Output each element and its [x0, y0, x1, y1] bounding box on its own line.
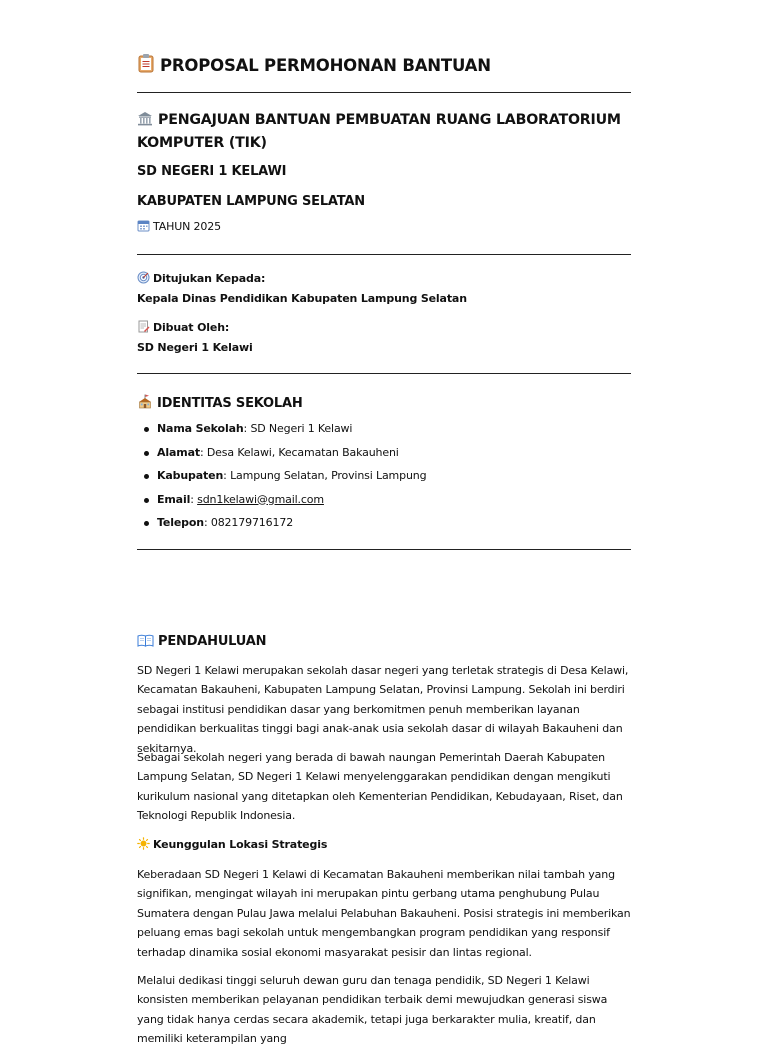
item-label: Email	[157, 492, 191, 506]
item-label: Alamat	[157, 445, 200, 459]
divider	[137, 373, 631, 374]
addressed-label-line	[137, 271, 265, 289]
list-item: Nama Sekolah: SD Negeri 1 Kelawi	[137, 420, 631, 444]
bank-icon	[137, 111, 153, 133]
memo-icon	[137, 320, 150, 338]
intro-subheading	[137, 836, 327, 856]
item-value: Desa Kelawi, Kecamatan Bakauheni	[206, 445, 399, 459]
item-value: Lampung Selatan, Provinsi Lampung	[230, 469, 427, 482]
divider	[137, 92, 631, 93]
intro-heading-text: PENDAHULUAN	[158, 634, 267, 649]
identity-heading	[137, 394, 303, 415]
addressed-label: Ditujukan Kepada:	[153, 272, 266, 285]
intro-paragraph-2: Sebagai sekolah negeri yang berada di bawah naungan Pemerintah Daerah Kabupaten Lampung Selatan, SD Negeri 1 Kelawi menyelenggarakan pendidikan dengan mengikuti kurikulum nasional yang ditetapkan oleh Kementerian Pendidikan, Kebudayaan, Riset, dan Teknologi Republik Indonesia.	[137, 751, 623, 823]
addressed-value: Kepala Dinas Pendidikan Kabupaten Lampung Selatan	[137, 292, 467, 305]
identity-list	[137, 420, 631, 538]
book-icon	[137, 634, 154, 653]
identity-heading-text: IDENTITAS SEKOLAH	[157, 396, 303, 411]
intro-paragraph-1: SD Negeri 1 Kelawi merupakan sekolah dasar negeri yang terletak strategis di Desa Kelawi, Kecamatan Bakauheni, Kabupaten Lampung Selatan, Provinsi Lampung. Sekolah ini berdiri sebagai institusi pendidikan dasar yang berkomitmen penuh memberikan layanan pendidikan berkualitas tinggi bagi anak-anak usia sekolah dasar di wilayah Bakauheni dan sekitarnya.	[137, 664, 629, 755]
item-value: 082179716172	[210, 516, 294, 529]
main-heading	[137, 110, 631, 154]
list-item: Telepon: 082179716172	[137, 514, 631, 538]
year-line	[137, 219, 221, 237]
list-item: Alamat: Desa Kelawi, Kecamatan Bakauheni	[137, 444, 631, 468]
item-label: Nama Sekolah	[157, 422, 244, 435]
list-item: Kabupaten: Lampung Selatan, Provinsi Lampung	[137, 467, 631, 491]
divider	[137, 254, 631, 255]
school-name-heading: SD NEGERI 1 KELAWI	[137, 164, 287, 179]
calendar-icon	[137, 219, 150, 237]
divider	[137, 549, 631, 550]
clipboard-icon	[137, 53, 155, 80]
made-by-label: Dibuat Oleh:	[153, 321, 230, 334]
school-icon	[137, 394, 153, 415]
item-label: Kabupaten	[157, 469, 224, 482]
item-label: Telepon	[157, 516, 204, 529]
made-by-value: SD Negeri 1 Kelawi	[137, 341, 253, 354]
intro-heading	[137, 633, 266, 653]
email-link[interactable]: sdn1kelawi@gmail.com	[197, 492, 324, 506]
sun-icon	[137, 837, 150, 856]
dartboard-icon	[137, 271, 150, 289]
year-text: TAHUN 2025	[153, 220, 221, 233]
main-heading-text: PENGAJUAN BANTUAN PEMBUATAN RUANG LABORATORIUM KOMPUTER (TIK)	[137, 112, 621, 151]
region-heading: KABUPATEN LAMPUNG SELATAN	[137, 194, 365, 209]
intro-subheading-text: Keunggulan Lokasi Strategis	[153, 838, 328, 851]
item-value: SD Negeri 1 Kelawi	[250, 422, 353, 435]
document-title	[137, 53, 631, 80]
intro-paragraph-3: Keberadaan SD Negeri 1 Kelawi di Kecamatan Bakauheni memberikan nilai tambah yang signifikan, mengingat wilayah ini merupakan pintu gerbang utama penghubung Pulau Sumatera dengan Pulau Jawa melalui Pelabuhan Bakauheni. Posisi strategis ini memberikan peluang emas bagi sekolah untuk mengembangkan program pendidikan yang responsif terhadap dinamika sosial ekonomi masyarakat pesisir dan lintas regional.	[137, 868, 631, 959]
list-item: Email: sdn1kelawi@gmail.com	[137, 491, 631, 515]
document-title-text: PROPOSAL PERMOHONAN BANTUAN	[160, 56, 491, 75]
intro-paragraph-4: Melalui dedikasi tinggi seluruh dewan guru dan tenaga pendidik, SD Negeri 1 Kelawi konsisten memberikan pelayanan pendidikan terbaik demi mewujudkan generasi siswa yang tidak hanya cerdas secara akademik, tetapi juga berkarakter mulia, kreatif, dan memiliki keterampilan yang	[137, 974, 608, 1046]
made-by-label-line	[137, 320, 229, 338]
